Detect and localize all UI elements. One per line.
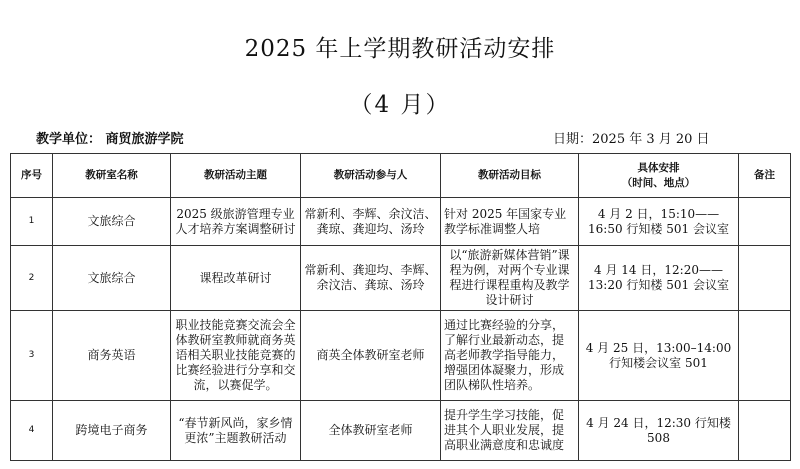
cell-office: 跨境电子商务 [53,401,171,461]
cell-arrangement: 4 月 2 日，15:10——16:50 行知楼 501 会议室 [579,198,739,246]
cell-no: 3 [11,311,53,401]
cell-no: 1 [11,198,53,246]
cell-goal: 通过比赛经验的分享，了解行业最新动态，提高老师教学指导能力，增强团体凝聚力，形成团队梯队性培养。 [441,311,579,401]
col-header-office: 教研室名称 [53,154,171,198]
cell-no: 2 [11,246,53,311]
table-row [11,401,791,461]
table-row [11,311,791,401]
cell-remark [739,401,791,461]
col-header-arrangement [579,154,739,198]
cell-theme: 课程改革研讨 [171,246,301,311]
cell-remark [739,311,791,401]
cell-theme: “春节新风尚，家乡情更浓”主题教研活动 [171,401,301,461]
cell-office: 文旅综合 [53,246,171,311]
cell-remark [739,198,791,246]
col-header-goal: 教研活动目标 [441,154,579,198]
cell-arrangement: 4 月 24 日，12:30 行知楼 508 [579,401,739,461]
cell-arrangement: 4 月 14 日，12:20——13:20 行知楼 501 会议室 [579,246,739,311]
cell-no: 4 [11,401,53,461]
schedule-table [10,153,791,461]
col-header-arrangement-line1: 具体安排 [637,161,680,174]
page-subtitle: （4 月） [349,92,451,118]
cell-goal: 以“旅游新媒体营销”课程为例，对两个专业课程进行课程重构及教学设计研讨 [441,246,579,311]
cell-participants: 常新利、龚迎均、李辉、余汶洁、龚琼、汤玲 [301,246,441,311]
cell-participants: 全体教研室老师 [301,401,441,461]
table-header-row [11,154,791,198]
cell-participants: 商英全体教研室老师 [301,311,441,401]
cell-goal: 提升学生学习技能，促进其个人职业发展，提高职业满意度和忠诚度 [441,401,579,461]
cell-office: 文旅综合 [53,198,171,246]
col-header-participants: 教研活动参与人 [301,154,441,198]
cell-office: 商务英语 [53,311,171,401]
cell-theme: 2025 级旅游管理专业人才培养方案调整研讨 [171,198,301,246]
teaching-unit: 教学单位： 商贸旅游学院 [36,132,184,147]
col-header-arrangement-line2: （时间、地点） [621,176,696,189]
col-header-theme: 教研活动主题 [171,154,301,198]
cell-goal: 针对 2025 年国家专业教学标准调整人培 [441,198,579,246]
cell-remark [739,246,791,311]
date: 日期：2025 年 3 月 20 日 [553,132,710,147]
cell-arrangement: 4 月 25 日，13:00–14:00 行知楼会议室 501 [579,311,739,401]
page-title: 2025 年上学期教研活动安排 [244,36,556,62]
cell-theme: 职业技能竞赛交流会全体教研室教师就商务英语相关职业技能竞赛的比赛经验进行分享和交流，以赛促学。 [171,311,301,401]
col-header-no: 序号 [11,154,53,198]
table-row [11,246,791,311]
cell-participants: 常新利、李辉、余汶洁、龚琼、龚迎均、汤玲 [301,198,441,246]
col-header-remark: 备注 [739,154,791,198]
table-row [11,198,791,246]
